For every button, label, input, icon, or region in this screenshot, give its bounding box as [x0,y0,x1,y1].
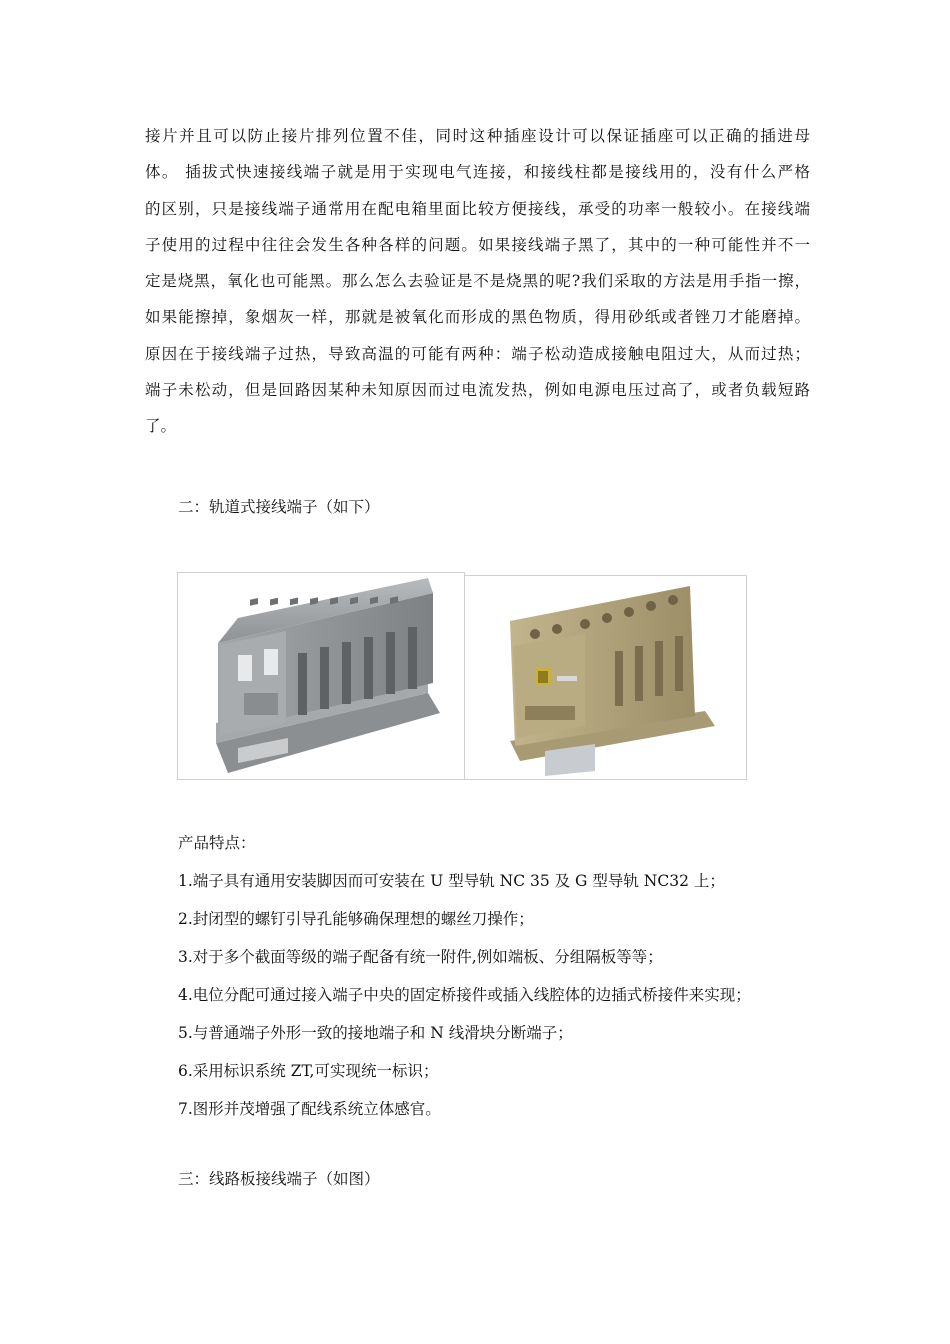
body-line: 端子未松动，但是回路因某种未知原因而过电流发热，例如电源电压过高了，或者负载短路 [145,381,810,400]
gray-terminal-block-image [177,572,465,780]
features-title: 产品特点： [178,834,256,852]
feature-item: 5.与普通端子外形一致的接地端子和 N 线滑块分断端子； [178,1024,573,1042]
feature-item: 4.电位分配可通过接入端子中央的固定桥接件或插入线腔体的边插式桥接件来实现； [178,986,751,1004]
body-line: 体。 插拔式快速接线端子就是用于实现电气连接，和接线柱都是接线用的，没有什么严格 [145,163,810,182]
body-line: 原因在于接线端子过热，导致高温的可能有两种：端子松动造成接触电阻过大，从而过热； [145,344,810,363]
feature-item: 1.端子具有通用安装脚因而可安装在 U 型导轨 NC 35 及 G 型导轨 NC32 上； [178,872,725,890]
product-photos [177,572,747,780]
body-line: 如果能擦掉，象烟灰一样，那就是被氧化而形成的黑色物质，得用砂纸或者锉刀才能磨掉。 [145,308,810,327]
body-line: 子使用的过程中往往会发生各种各样的问题。如果接线端子黑了，其中的一种可能性并不一 [145,235,810,254]
beige-terminal-block-image [464,575,747,780]
section-heading-pcb-terminal: 三：线路板接线端子（如图） [178,1170,380,1188]
feature-item: 7.图形并茂增强了配线系统立体感官。 [178,1100,441,1118]
body-line: 了。 [145,417,177,436]
section-heading-rail-terminal: 二：轨道式接线端子（如下） [178,498,380,516]
body-line: 接片并且可以防止接片排列位置不佳，同时这种插座设计可以保证插座可以正确的插进母 [145,127,810,145]
feature-item: 6.采用标识系统 ZT,可实现统一标识； [178,1062,439,1080]
body-line: 定是烧黑，氧化也可能黑。那么怎么去验证是不是烧黑的呢?我们采取的方法是用手指一擦， [145,272,810,291]
feature-item: 3.对于多个截面等级的端子配备有统一附件,例如端板、分组隔板等等； [178,948,663,966]
body-paragraph [145,118,810,445]
product-features-list [178,833,751,1137]
body-line: 的区别，只是接线端子通常用在配电箱里面比较方便接线，承受的功率一般较小。在接线端 [145,199,810,218]
feature-item: 2.封闭型的螺钉引导孔能够确保理想的螺丝刀操作； [178,910,534,928]
